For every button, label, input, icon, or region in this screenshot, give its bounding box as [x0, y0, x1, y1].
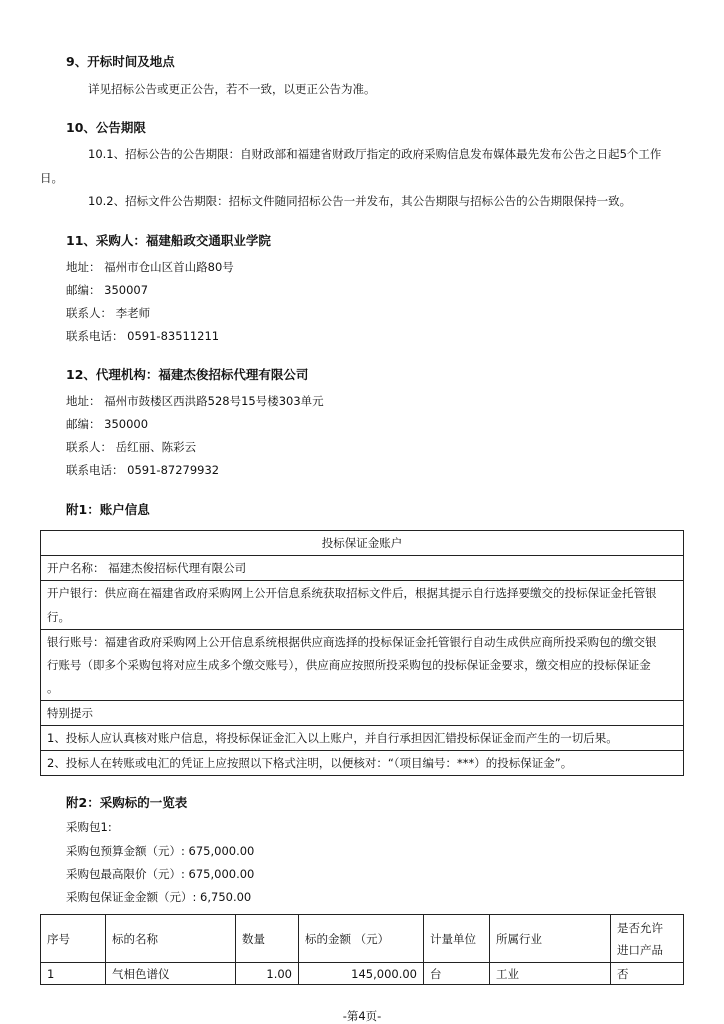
row-name: 气相色谱仪 [106, 963, 236, 985]
row-amount: 145,000.00 [299, 963, 424, 985]
row-qty: 1.00 [236, 963, 299, 985]
notice-1-cell: 1、投标人应认真核对账户信息，将投标保证金汇入以上账户，并自行承担因汇错投标保证金而产生的一切后果。 [41, 726, 684, 751]
account-bank-cell [41, 581, 684, 630]
col-header-import [611, 915, 684, 963]
procurement-table [40, 914, 684, 985]
import-header-line2: 进口产品 [617, 942, 663, 957]
col-header-qty: 数量 [236, 915, 299, 963]
import-header-line1: 是否允许 [617, 920, 663, 935]
account-table-header: 投标保证金账户 [41, 531, 684, 556]
notice-2-cell: 2、投标人在转账或电汇的凭证上应按照以下格式注明，以便核对：“（项目编号：***）的投标保证金”。 [41, 751, 684, 776]
section-9-title: 9、开标时间及地点 [66, 54, 175, 69]
col-header-no: 序号 [41, 915, 106, 963]
purchaser-address: 地址： 福州市仓山区首山路80号 [66, 260, 234, 274]
account-number-cell [41, 630, 684, 701]
account-info-table [40, 530, 684, 776]
section-10-title: 10、公告期限 [66, 120, 146, 135]
col-header-industry: 所属行业 [490, 915, 611, 963]
section-10-2: 10.2、招标文件公告期限：招标文件随同招标公告一并发布，其公告期限与招标公告的公告期限保持一致。 [88, 194, 632, 208]
package-label: 采购包1: [66, 820, 112, 834]
section-10-1-line1: 10.1、招标公告的公告期限：自财政部和福建省财政厅指定的政府采购信息发布媒体最先发布公告之日起5个工作 [88, 147, 662, 161]
row-import: 否 [611, 963, 684, 985]
account-name-cell: 开户名称： 福建杰俊招标代理有限公司 [41, 556, 684, 581]
table-row [41, 963, 684, 985]
row-unit: 台 [424, 963, 490, 985]
row-no: 1 [41, 963, 106, 985]
purchaser-postcode: 邮编： 350007 [66, 283, 149, 297]
appendix-2-title: 附2：采购标的一览表 [66, 795, 188, 810]
agency-postcode: 邮编： 350000 [66, 417, 149, 431]
section-11-title: 11、采购人：福建船政交通职业学院 [66, 233, 271, 248]
package-deposit: 采购包保证金金额（元）: 6,750.00 [66, 890, 252, 904]
package-budget: 采购包预算金额（元）: 675,000.00 [66, 844, 255, 858]
purchaser-phone: 联系电话： 0591-83511211 [66, 329, 220, 343]
package-max-price: 采购包最高限价（元）: 675,000.00 [66, 867, 255, 881]
agency-contact: 联系人： 岳红丽、陈彩云 [66, 440, 197, 454]
agency-address: 地址： 福州市鼓楼区西洪路528号15号楼303单元 [66, 394, 324, 408]
appendix-1-title: 附1：账户信息 [66, 502, 150, 517]
bank-line-1: 开户银行：供应商在福建省政府采购网上公开信息系统获取招标文件后，根据其提示自行选择要缴交的投标保证金托管银 [47, 586, 657, 600]
page-number: -第4页- [342, 1009, 382, 1023]
acct-line-1: 银行账号：福建省政府采购网上公开信息系统根据供应商选择的投标保证金托管银行自动生成供应商所投采购包的缴交银 [47, 634, 657, 649]
section-9-text: 详见招标公告或更正公告，若不一致，以更正公告为准。 [88, 82, 376, 96]
bank-line-2: 行。 [47, 610, 70, 624]
col-header-name: 标的名称 [106, 915, 236, 963]
agency-phone: 联系电话： 0591-87279932 [66, 463, 220, 477]
section-10-1-line2: 日。 [40, 171, 63, 185]
acct-line-2: 行账号（即多个采购包将对应生成多个缴交账号），供应商应按照所投采购包的投标保证金要求，缴交相应的投标保证金 [47, 657, 651, 672]
purchaser-contact: 联系人： 李老师 [66, 306, 151, 320]
special-notice-cell: 特别提示 [41, 701, 684, 726]
section-12-title: 12、代理机构：福建杰俊招标代理有限公司 [66, 367, 309, 382]
acct-line-3: 。 [47, 680, 59, 695]
col-header-amount: 标的金额 （元） [299, 915, 424, 963]
col-header-unit: 计量单位 [424, 915, 490, 963]
row-industry: 工业 [490, 963, 611, 985]
